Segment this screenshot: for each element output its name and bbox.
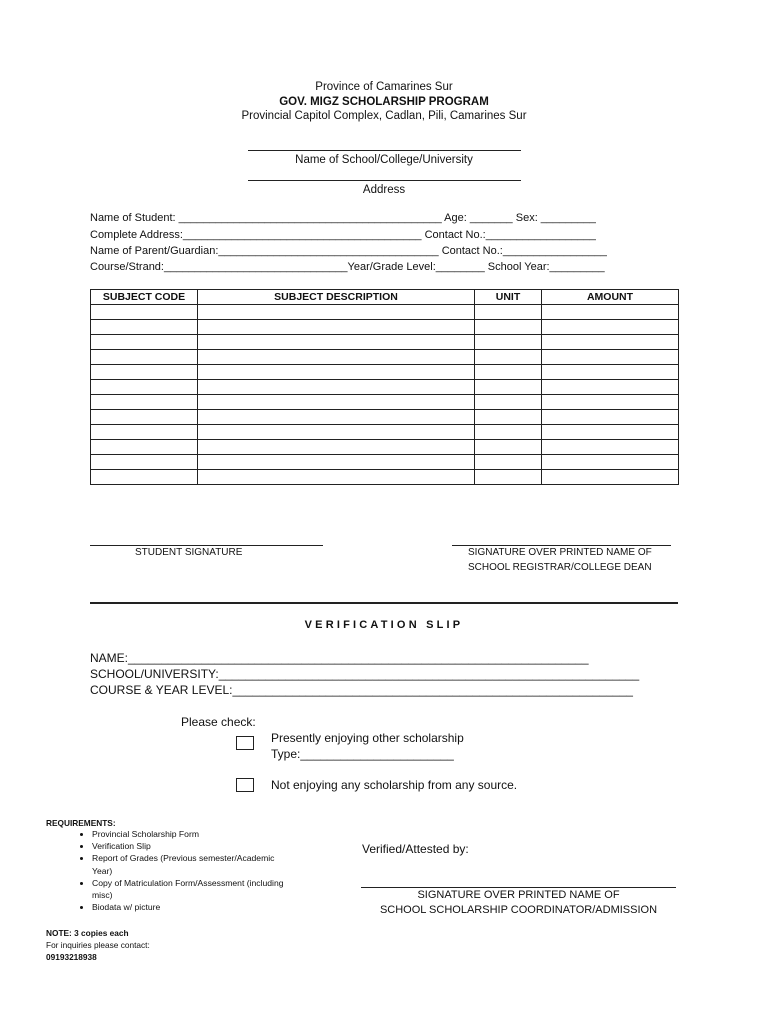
subject-code-cell[interactable] — [91, 350, 198, 365]
subject-description-cell[interactable] — [198, 425, 475, 440]
parent-guardian-field[interactable]: Name of Parent/Guardian:____________________________________ Contact No.:_________________ — [90, 245, 607, 257]
subject-code-cell[interactable] — [91, 335, 198, 350]
verified-attested-label: Verified/Attested by: — [362, 842, 469, 856]
program-title: GOV. MIGZ SCHOLARSHIP PROGRAM — [279, 96, 489, 108]
address-line[interactable] — [248, 180, 521, 181]
student-signature-label: STUDENT SIGNATURE — [135, 547, 243, 558]
amount-cell[interactable] — [542, 335, 679, 350]
verification-school-field[interactable]: SCHOOL/UNIVERSITY:_______________________________________________________________ — [90, 667, 640, 681]
requirement-item: • Report of Grades (Previous semester/Academic Year) — [92, 852, 292, 876]
table-row — [91, 320, 679, 335]
amount-cell[interactable] — [542, 320, 679, 335]
amount-cell[interactable] — [542, 410, 679, 425]
unit-cell[interactable] — [475, 470, 542, 485]
complete-address-field[interactable]: Complete Address:_______________________________________ Contact No.:__________________ — [90, 229, 596, 241]
table-row — [91, 305, 679, 320]
subject-code-cell[interactable] — [91, 320, 198, 335]
amount-cell[interactable] — [542, 425, 679, 440]
unit-cell[interactable] — [475, 305, 542, 320]
requirement-item: • Verification Slip — [92, 840, 292, 852]
subject-description-cell[interactable] — [198, 410, 475, 425]
amount-cell[interactable] — [542, 365, 679, 380]
coordinator-signature-line[interactable] — [361, 887, 676, 888]
table-row — [91, 350, 679, 365]
amount-cell[interactable] — [542, 455, 679, 470]
subjects-table — [90, 289, 679, 485]
requirement-item: • Biodata w/ picture — [92, 901, 292, 913]
amount-cell[interactable] — [542, 305, 679, 320]
student-signature-line[interactable] — [90, 545, 323, 546]
table-row — [91, 440, 679, 455]
subject-code-cell[interactable] — [91, 380, 198, 395]
verification-slip-title: VERIFICATION SLIP — [304, 619, 464, 631]
registrar-signature-label-1: SIGNATURE OVER PRINTED NAME OF — [468, 547, 652, 558]
table-row — [91, 470, 679, 485]
other-scholarship-checkbox[interactable] — [236, 736, 254, 750]
unit-cell[interactable] — [475, 320, 542, 335]
requirement-item: • Provincial Scholarship Form — [92, 828, 292, 840]
no-scholarship-checkbox[interactable] — [236, 778, 254, 792]
school-name-label: Name of School/College/University — [295, 154, 473, 166]
unit-cell[interactable] — [475, 335, 542, 350]
course-strand-field[interactable]: Course/Strand:______________________________Year/Grade Level:________ School Year:_________ — [90, 261, 605, 273]
unit-cell[interactable] — [475, 365, 542, 380]
other-scholarship-label: Presently enjoying other scholarship — [271, 731, 464, 745]
no-scholarship-label: Not enjoying any scholarship from any source. — [271, 778, 518, 792]
subject-description-cell[interactable] — [198, 365, 475, 380]
amount-cell[interactable] — [542, 395, 679, 410]
unit-cell[interactable] — [475, 425, 542, 440]
table-row — [91, 335, 679, 350]
inquiries-label: For inquiries please contact: — [46, 940, 150, 950]
verification-name-field[interactable]: NAME:_____________________________________________________________________ — [90, 651, 589, 665]
subject-code-cell[interactable] — [91, 410, 198, 425]
subject-code-cell[interactable] — [91, 425, 198, 440]
unit-cell[interactable] — [475, 440, 542, 455]
student-name-field[interactable]: Name of Student: ___________________________________________ Age: _______ Sex: _________ — [90, 212, 596, 224]
table-row — [91, 380, 679, 395]
subject-code-cell[interactable] — [91, 470, 198, 485]
address-label: Address — [362, 184, 406, 196]
table-row — [91, 395, 679, 410]
scholarship-type-field[interactable]: Type:_______________________ — [271, 747, 454, 761]
verification-course-field[interactable]: COURSE & YEAR LEVEL:____________________________________________________________ — [90, 683, 633, 697]
subject-description-cell[interactable] — [198, 335, 475, 350]
subject-code-cell[interactable] — [91, 455, 198, 470]
table-header-row — [91, 290, 679, 305]
unit-cell[interactable] — [475, 380, 542, 395]
subject-description-cell[interactable] — [198, 320, 475, 335]
province-title: Province of Camarines Sur — [315, 81, 453, 93]
school-name-line[interactable] — [248, 150, 521, 151]
subject-description-cell[interactable] — [198, 395, 475, 410]
unit-cell[interactable] — [475, 395, 542, 410]
amount-cell[interactable] — [542, 440, 679, 455]
subject-code-cell[interactable] — [91, 395, 198, 410]
requirements-title: REQUIREMENTS: — [46, 818, 116, 828]
coordinator-signature-label-2: SCHOOL SCHOLARSHIP COORDINATOR/ADMISSION — [379, 904, 658, 916]
column-subject-code: SUBJECT CODE — [91, 290, 198, 305]
subject-description-cell[interactable] — [198, 350, 475, 365]
table-row — [91, 425, 679, 440]
requirement-item: • Copy of Matriculation Form/Assessment (including misc) — [92, 877, 292, 901]
subject-code-cell[interactable] — [91, 305, 198, 320]
program-address: Provincial Capitol Complex, Cadlan, Pili, Camarines Sur — [241, 110, 527, 122]
registrar-signature-label-2: SCHOOL REGISTRAR/COLLEGE DEAN — [468, 562, 652, 573]
subject-description-cell[interactable] — [198, 470, 475, 485]
table-row — [91, 455, 679, 470]
subject-code-cell[interactable] — [91, 440, 198, 455]
requirements-note: NOTE: 3 copies each — [46, 928, 129, 938]
contact-phone: 09193218938 — [46, 952, 97, 962]
subject-description-cell[interactable] — [198, 455, 475, 470]
table-row — [91, 365, 679, 380]
unit-cell[interactable] — [475, 350, 542, 365]
subject-description-cell[interactable] — [198, 440, 475, 455]
registrar-signature-line[interactable] — [452, 545, 671, 546]
amount-cell[interactable] — [542, 350, 679, 365]
column-subject-description: SUBJECT DESCRIPTION — [198, 290, 475, 305]
coordinator-signature-label-1: SIGNATURE OVER PRINTED NAME OF — [417, 889, 620, 901]
subject-description-cell[interactable] — [198, 305, 475, 320]
unit-cell[interactable] — [475, 455, 542, 470]
column-unit: UNIT — [475, 290, 542, 305]
requirements-list — [46, 828, 292, 913]
subject-description-cell[interactable] — [198, 380, 475, 395]
amount-cell[interactable] — [542, 380, 679, 395]
column-amount: AMOUNT — [542, 290, 679, 305]
table-row — [91, 410, 679, 425]
amount-cell[interactable] — [542, 470, 679, 485]
please-check-label: Please check: — [181, 715, 256, 729]
unit-cell[interactable] — [475, 410, 542, 425]
subject-code-cell[interactable] — [91, 365, 198, 380]
section-divider — [90, 602, 678, 604]
